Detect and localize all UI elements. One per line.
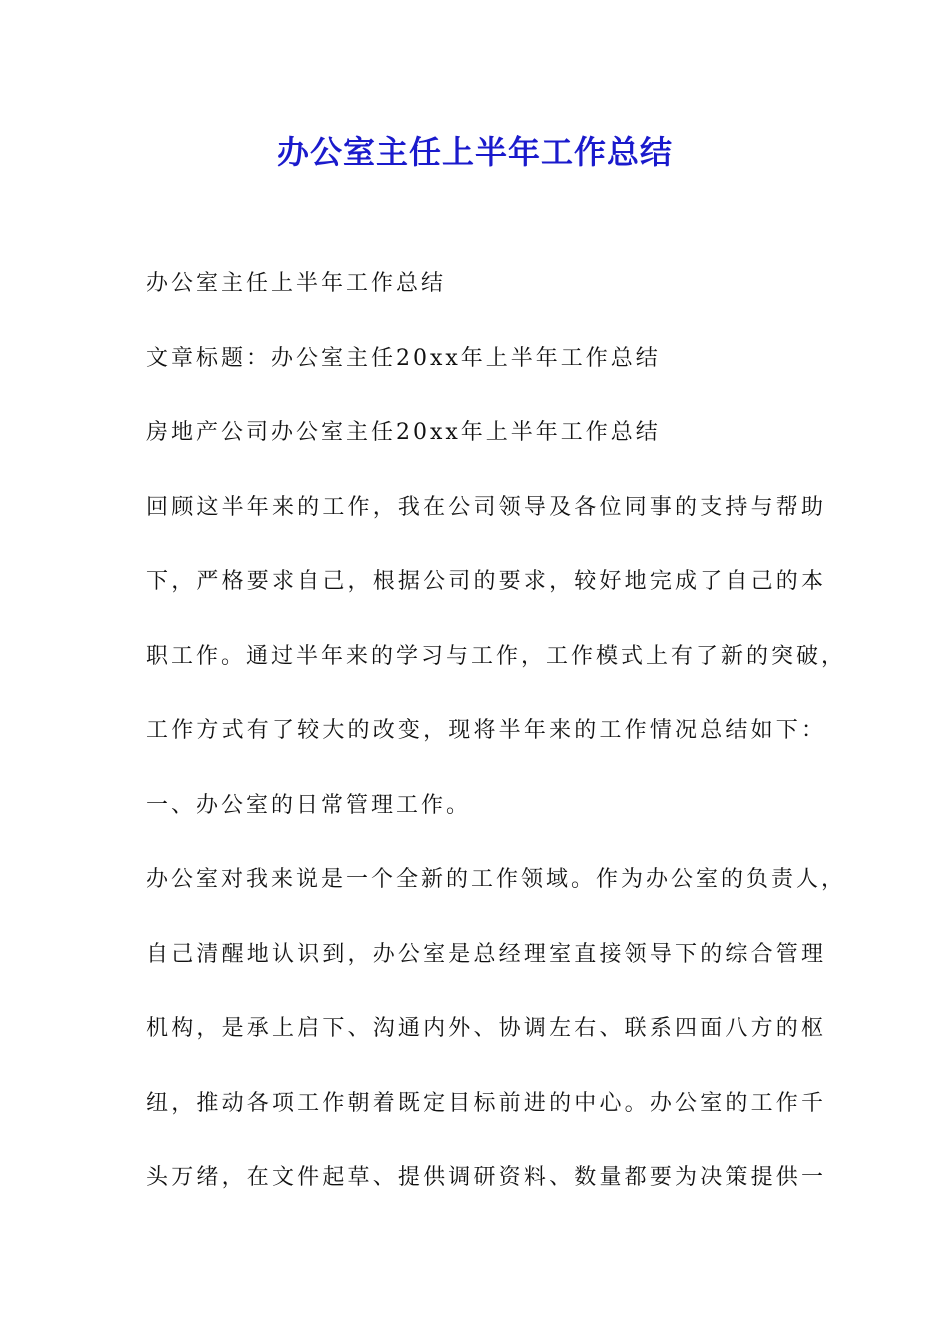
- paragraph-line: 下，严格要求自己，根据公司的要求，较好地完成了自己的本: [146, 569, 826, 594]
- paragraph-line: 自己清醒地认识到，办公室是总经理室直接领导下的综合管理: [146, 941, 826, 967]
- paragraph-line: 工作方式有了较大的改变，现将半年来的工作情况总结如下：: [146, 718, 826, 743]
- paragraph-line: 机构，是承上启下、沟通内外、协调左右、联系四面八方的枢: [146, 1016, 826, 1041]
- document-title: 办公室主任上半年工作总结: [276, 133, 673, 171]
- paragraph-line: 办公室对我来说是一个全新的工作领域。作为办公室的负责人，: [146, 867, 847, 892]
- paragraph-line: 房地产公司办公室主任20xx年上半年工作总结: [146, 420, 661, 445]
- paragraph-line: 一、办公室的日常管理工作。: [146, 792, 472, 818]
- paragraph-line: 纽，推动各项工作朝着既定目标前进的中心。办公室的工作千: [146, 1090, 826, 1116]
- paragraph-line: 职工作。通过半年来的学习与工作，工作模式上有了新的突破，: [146, 643, 847, 669]
- paragraph-line: 文章标题：办公室主任20xx年上半年工作总结: [146, 345, 661, 371]
- document-body: [146, 262, 847, 1231]
- paragraph-line: 办公室主任上半年工作总结: [146, 271, 447, 296]
- paragraph-line: 回顾这半年来的工作，我在公司领导及各位同事的支持与帮助: [146, 494, 826, 520]
- paragraph-line: 头万绪，在文件起草、提供调研资料、数量都要为决策提供一: [146, 1165, 826, 1190]
